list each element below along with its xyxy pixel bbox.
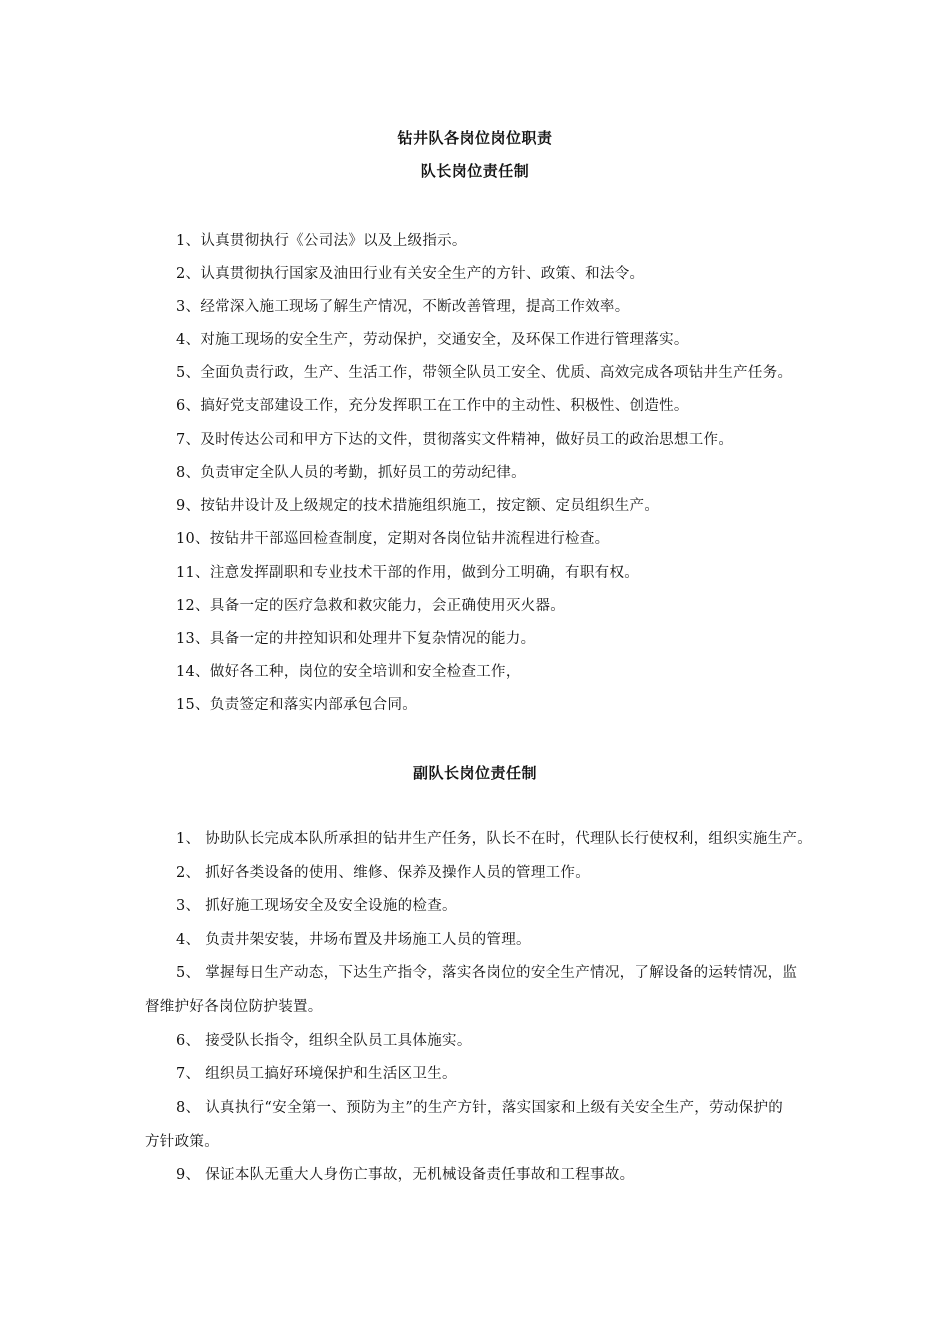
section-title-captain: 队长岗位责任制 (420, 162, 530, 180)
list-item: 15、负责签定和落实内部承包合同。 (176, 697, 418, 713)
list-item: 4、 负责井架安装，井场布置及井场施工人员的管理。 (176, 932, 531, 948)
list-item: 8、负责审定全队人员的考勤，抓好员工的劳动纪律。 (176, 465, 526, 481)
list-item: 7、及时传达公司和甲方下达的文件，贯彻落实文件精神，做好员工的政治思想工作。 (176, 432, 734, 448)
list-item: 14、做好各工种，岗位的安全培训和安全检查工作， (176, 664, 521, 680)
list-item-continuation: 督维护好各岗位防护装置。 (145, 999, 323, 1015)
list-item: 3、 抓好施工现场安全及安全设施的检查。 (176, 898, 457, 914)
list-item: 4、对施工现场的安全生产，劳动保护，交通安全，及环保工作进行管理落实。 (176, 332, 689, 348)
list-item: 2、 抓好各类设备的使用、维修、保养及操作人员的管理工作。 (176, 865, 591, 881)
document-main-title: 钻井队各岗位岗位职责 (397, 129, 553, 147)
list-item: 10、按钻井干部巡回检查制度，定期对各岗位钻井流程进行检查。 (176, 531, 610, 547)
list-item: 9、 保证本队无重大人身伤亡事故，无机械设备责任事故和工程事故。 (176, 1167, 635, 1183)
list-item: 1、 协助队长完成本队所承担的钻井生产任务，队长不在时，代理队长行使权利，组织实施生产。 (176, 831, 813, 847)
list-item: 6、搞好党支部建设工作，充分发挥职工在工作中的主动性、积极性、创造性。 (176, 398, 689, 414)
list-item: 7、 组织员工搞好环境保护和生活区卫生。 (176, 1066, 457, 1082)
list-item: 2、认真贯彻执行国家及油田行业有关安全生产的方针、政策、和法令。 (176, 266, 645, 282)
list-item: 13、具备一定的井控知识和处理井下复杂情况的能力。 (176, 631, 536, 647)
list-item: 1、认真贯彻执行《公司法》以及上级指示。 (176, 233, 467, 249)
list-item: 12、具备一定的医疗急救和救灾能力，会正确使用灭火器。 (176, 598, 566, 614)
list-item: 3、经常深入施工现场了解生产情况，不断改善管理，提高工作效率。 (176, 299, 630, 315)
section-title-deputy-captain: 副队长岗位责任制 (412, 764, 537, 782)
list-item: 5、全面负责行政，生产、生活工作，带领全队员工安全、优质、高效完成各项钻井生产任务。 (176, 365, 793, 381)
list-item: 6、 接受队长指令，组织全队员工具体施实。 (176, 1033, 472, 1049)
list-item: 5、 掌握每日生产动态，下达生产指令，落实各岗位的安全生产情况，了解设备的运转情况，监 (176, 965, 798, 981)
list-item: 11、注意发挥副职和专业技术干部的作用，做到分工明确，有职有权。 (176, 565, 640, 581)
list-item-continuation: 方针政策。 (145, 1134, 219, 1150)
list-item: 9、按钻井设计及上级规定的技术措施组织施工，按定额、定员组织生产。 (176, 498, 660, 514)
list-item: 8、 认真执行“安全第一、预防为主”的生产方针，落实国家和上级有关安全生产，劳动保护的 (176, 1100, 784, 1116)
